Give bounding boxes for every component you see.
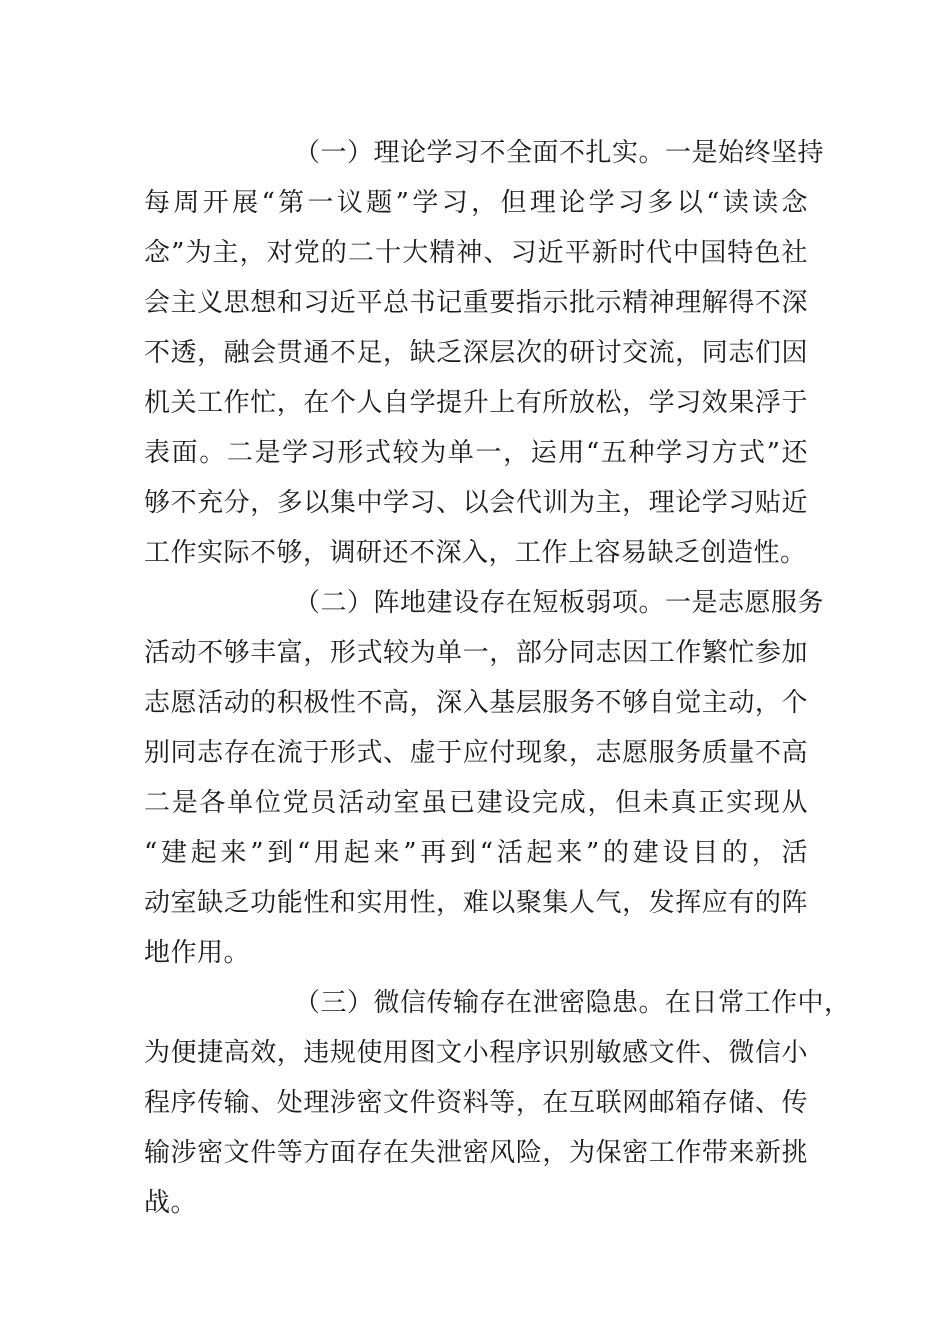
paragraph-theory-study <box>144 128 825 578</box>
text-line: “建起来”到“用起来”再到“活起来”的建设目的，活 <box>144 838 808 868</box>
text-line: 地作用。 <box>144 938 251 968</box>
text-line: 念”为主，对党的二十大精神、习近平新时代中国特色社 <box>144 238 808 268</box>
text-line: 工作实际不够，调研还不深入，工作上容易缺乏创造性。 <box>144 538 807 568</box>
text-line: 为便捷高效，违规使用图文小程序识别敏感文件、微信小 <box>144 1038 808 1068</box>
text-line: 机关工作忙，在个人自学提升上有所放松，学习效果浮于 <box>144 388 808 418</box>
text-line: （二）阵地建设存在短板弱项。一是志愿服务 <box>294 588 825 618</box>
text-line: 表面。二是学习形式较为单一，运用“五种学习方式”还 <box>144 438 808 468</box>
text-line: （三）微信传输存在泄密隐患。在日常工作中， <box>294 988 851 1018</box>
text-line: 别同志存在流于形式、虚于应付现象，志愿服务质量不高 <box>144 738 808 768</box>
text-line: 活动不够丰富，形式较为单一，部分同志因工作繁忙参加 <box>144 638 808 668</box>
text-line: 够不充分，多以集中学习、以会代训为主，理论学习贴近 <box>144 488 808 518</box>
text-line: 动室缺乏功能性和实用性，难以聚集人气，发挥应有的阵 <box>144 888 808 918</box>
text-line: 二是各单位党员活动室虽已建设完成，但未真正实现从 <box>144 788 808 818</box>
text-line: 输涉密文件等方面存在失泄密风险，为保密工作带来新挑 <box>144 1138 808 1168</box>
paragraph-wechat-security <box>144 978 851 1228</box>
text-line: 程序传输、处理涉密文件资料等，在互联网邮箱存储、传 <box>144 1088 808 1118</box>
paragraph-position-building <box>144 578 825 978</box>
text-line: 不透，融会贯通不足，缺乏深层次的研讨交流，同志们因 <box>144 338 808 368</box>
text-line: 每周开展“第一议题”学习，但理论学习多以“读读念 <box>144 188 808 218</box>
text-line: 战。 <box>144 1188 198 1218</box>
document-body <box>144 128 851 1228</box>
text-line: 会主义思想和习近平总书记重要指示批示精神理解得不深 <box>144 288 808 318</box>
text-line: 志愿活动的积极性不高，深入基层服务不够自觉主动，个 <box>144 688 808 718</box>
text-line: （一）理论学习不全面不扎实。一是始终坚持 <box>294 138 825 168</box>
